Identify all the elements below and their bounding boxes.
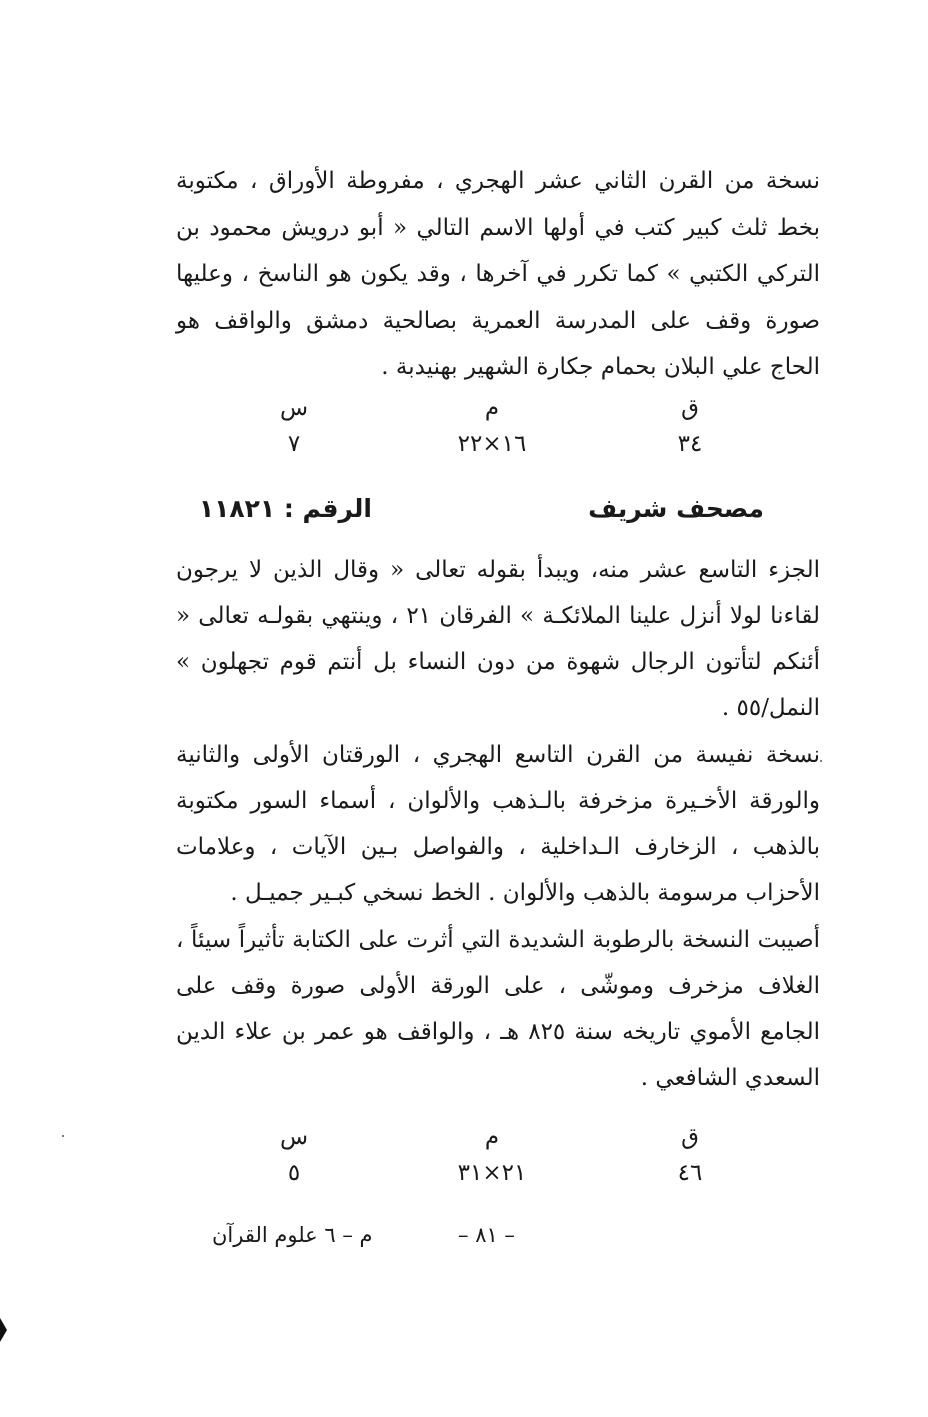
measurements-table: [0, 393, 928, 463]
page-number: – ٨١ –: [458, 1223, 515, 1247]
lines-value: ٥: [287, 1160, 301, 1186]
lines-label: س: [279, 1124, 309, 1150]
size-value: ١٦×٢٢: [457, 431, 527, 457]
lines-value: ٧: [287, 431, 301, 457]
entry-title: مصحف شريف: [588, 494, 764, 523]
printer-signature: م – ٦ علوم القرآن: [212, 1223, 373, 1247]
leaves-value: ٤٦: [677, 1160, 703, 1186]
leaves-label: ق: [681, 395, 699, 421]
manuscript-description-paragraph: نسخة من القرن الثاني عشر الهجري ، مفروطة الأوراق ، مكتوبة بخط ثلث كبير كتب في أولها الاسم التالي « أبو درويش محمود بن التركي الكتبي » كما تكرر في آخرها ، وقد يكون هو الناسخ ، وعليها صورة وقف على المدرسة العمرية بصالحية دمشق والواقف هو الحاج علي البلان بحمام جكارة الشهير بهنيدبة .: [176, 168, 820, 380]
leaves-label: ق: [681, 1124, 699, 1150]
measurements-table: [0, 1122, 928, 1192]
speck: [62, 1135, 64, 1137]
size-label: م: [484, 395, 500, 421]
entry-catalog-number: الرقم : ١١٨٢١: [198, 494, 372, 523]
speck: [820, 760, 822, 762]
size-value: ٢١×٣١: [457, 1160, 527, 1186]
size-label: م: [484, 1124, 500, 1150]
content-description-paragraph: الجزء التاسع عشر منه، ويبدأ بقوله تعالى « وقال الذين لا يرجون لقاءنا لولا أنزل علينا الملائكـة » الفرقان ٢١ ، وينتهي بقولـه تعالى « أئنكم لتأتون الرجال شهوة من دون النساء بل أنتم قوم تجهلون » النمل/٥٥ .: [176, 557, 821, 721]
manuscript-description-paragraph: نسخة نفيسة من القرن التاسع الهجري ، الورقتان الأولى والثانية والورقة الأخـيرة مزخرفة بالـذهب والألوان ، أسماء السور مكتوبة بالذهب ، الزخارف الـداخلية ، والفواصل بـين الآيات ، وعلامات الأحزاب مرسومة بالذهب والألوان . الخط نسخي كبـير جميـل .: [176, 742, 820, 906]
page-edge-mark: [0, 1318, 7, 1342]
lines-label: س: [279, 395, 309, 421]
leaves-value: ٣٤: [677, 431, 703, 457]
condition-description-paragraph: أصيبت النسخة بالرطوبة الشديدة التي أثرت على الكتابة تأثيراً سيئاً ، الغلاف مزخرف وموشّى ، على الورقة الأولى صورة وقف على الجامع الأموي تاريخه سنة ٨٢٥ هـ ، والواقف هو عمر بن علاء الدين السعدي الشافعي .: [176, 927, 820, 1091]
